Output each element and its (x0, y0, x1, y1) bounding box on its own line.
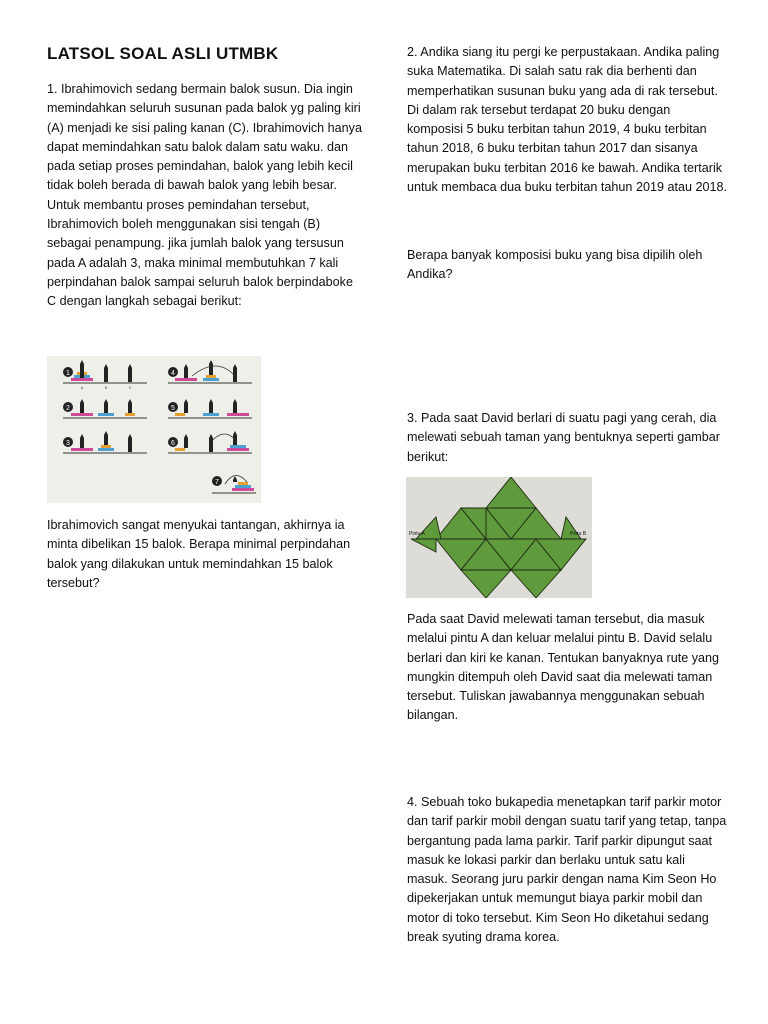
hanoi-step-4 (168, 360, 252, 383)
q2-question-text: Berapa banyak komposisi buku yang bisa dipilih oleh Andika? (407, 248, 703, 282)
garden-figure (406, 477, 592, 598)
document-title: LATSOL SOAL ASLI UTMBK (47, 44, 279, 63)
svg-text:7: 7 (215, 479, 219, 486)
garden-label-pintu-a: Pintu A (409, 531, 425, 537)
q3-question-text: Pada saat David melewati taman tersebut, dia masuk melalui pintu A dan keluar melalui pintu B. David selalu berlari dan kiri ke kanan. Tentukan banyaknya rute yang mungkin ditempuh oleh David saat dia melewati taman tersebut. Tuliskan jawabannya menggunakan sebuah bilangan. (407, 612, 720, 723)
svg-text:3: 3 (66, 440, 70, 447)
q2-text: 2. Andika siang itu pergi ke perpustakaan. Andika paling suka Matematika. Di salah satu rak dia berhenti dan memperhatikan susunan buku yang ada di rak tersebut. Di dalam rak tersebut terdapat 20 buku dengan komposisi 5 buku terbitan tahun 2019, 4 buku terbitan tahun 2018, 6 buku terbitan tahun 2017 dan sisanya merupakan buku terbitan 2016 ke bawah. Andika tertarik untuk membaca dua buku terbitan tahun 2019 atau 2018. (407, 45, 727, 195)
q4-text: 4. Sebuah toko bukapedia menetapkan tarif parkir motor dan tarif parkir mobil dengan suatu tarif yang tetap, tanpa bergantung pada lama parkir. Tarif parkir dipungut saat masuk ke lokasi parkir dan berlaku untuk satu kali masuk. Seorang juru parkir dengan nama Kim Seon Ho dipekerjakan untuk memungut biaya parkir mobil dan motor di toko tersebut. Kim Seon Ho diketahui sedang break syuting drama korea. (407, 795, 727, 945)
svg-text:5: 5 (171, 405, 175, 412)
hanoi-step-6 (168, 431, 252, 453)
hanoi-step-7 (212, 475, 256, 493)
q1-question-text: Ibrahimovich sangat menyukai tantangan, akhirnya ia minta dibelikan 15 balok. Berapa minimal perpindahan balok yang dilakukan untuk memindahkan 15 balok tersebut? (47, 518, 351, 590)
svg-text:4: 4 (171, 370, 175, 377)
hanoi-step-3 (63, 431, 147, 453)
svg-text:A: A (80, 386, 84, 390)
hanoi-figure (47, 356, 261, 503)
garden-diagram (406, 477, 592, 598)
svg-text:B: B (104, 386, 108, 390)
q3-intro-text: 3. Pada saat David berlari di suatu pagi yang cerah, dia melewati sebuah taman yang bentuknya seperti gambar berikut: (407, 411, 720, 464)
svg-text:2: 2 (66, 405, 70, 412)
q1-intro-text: 1. Ibrahimovich sedang bermain balok susun. Dia ingin memindahkan seluruh susunan pada balok yg paling kiri (A) menjadi ke sisi paling kanan (C). Ibrahimovich hanya dapat memindahkan satu balok dalam satu waku. dan pada setiap proses pemindahan, balok yang lebih kecil tidak boleh berada di bawah balok yang lebih besar. Untuk membantu proses pemindahan tersebut, Ibrahimovich boleh menggunakan sisi tengah (B) sebagai penampung. jika jumlah balok yang tersusun pada A adalah 3, maka minimal membutuhkan 7 kali perpindahan balok sampai seluruh balok berpindaboke C dengan langkah sebagai berikut: (47, 82, 362, 309)
svg-text:C: C (128, 386, 132, 390)
hanoi-step-1 (63, 360, 147, 390)
svg-text:1: 1 (66, 370, 70, 377)
hanoi-step-5 (168, 399, 252, 418)
garden-label-pintu-b: Pintu B (570, 531, 587, 537)
hanoi-step-2 (63, 399, 147, 418)
hanoi-diagram (47, 356, 261, 503)
svg-text:6: 6 (171, 440, 175, 447)
